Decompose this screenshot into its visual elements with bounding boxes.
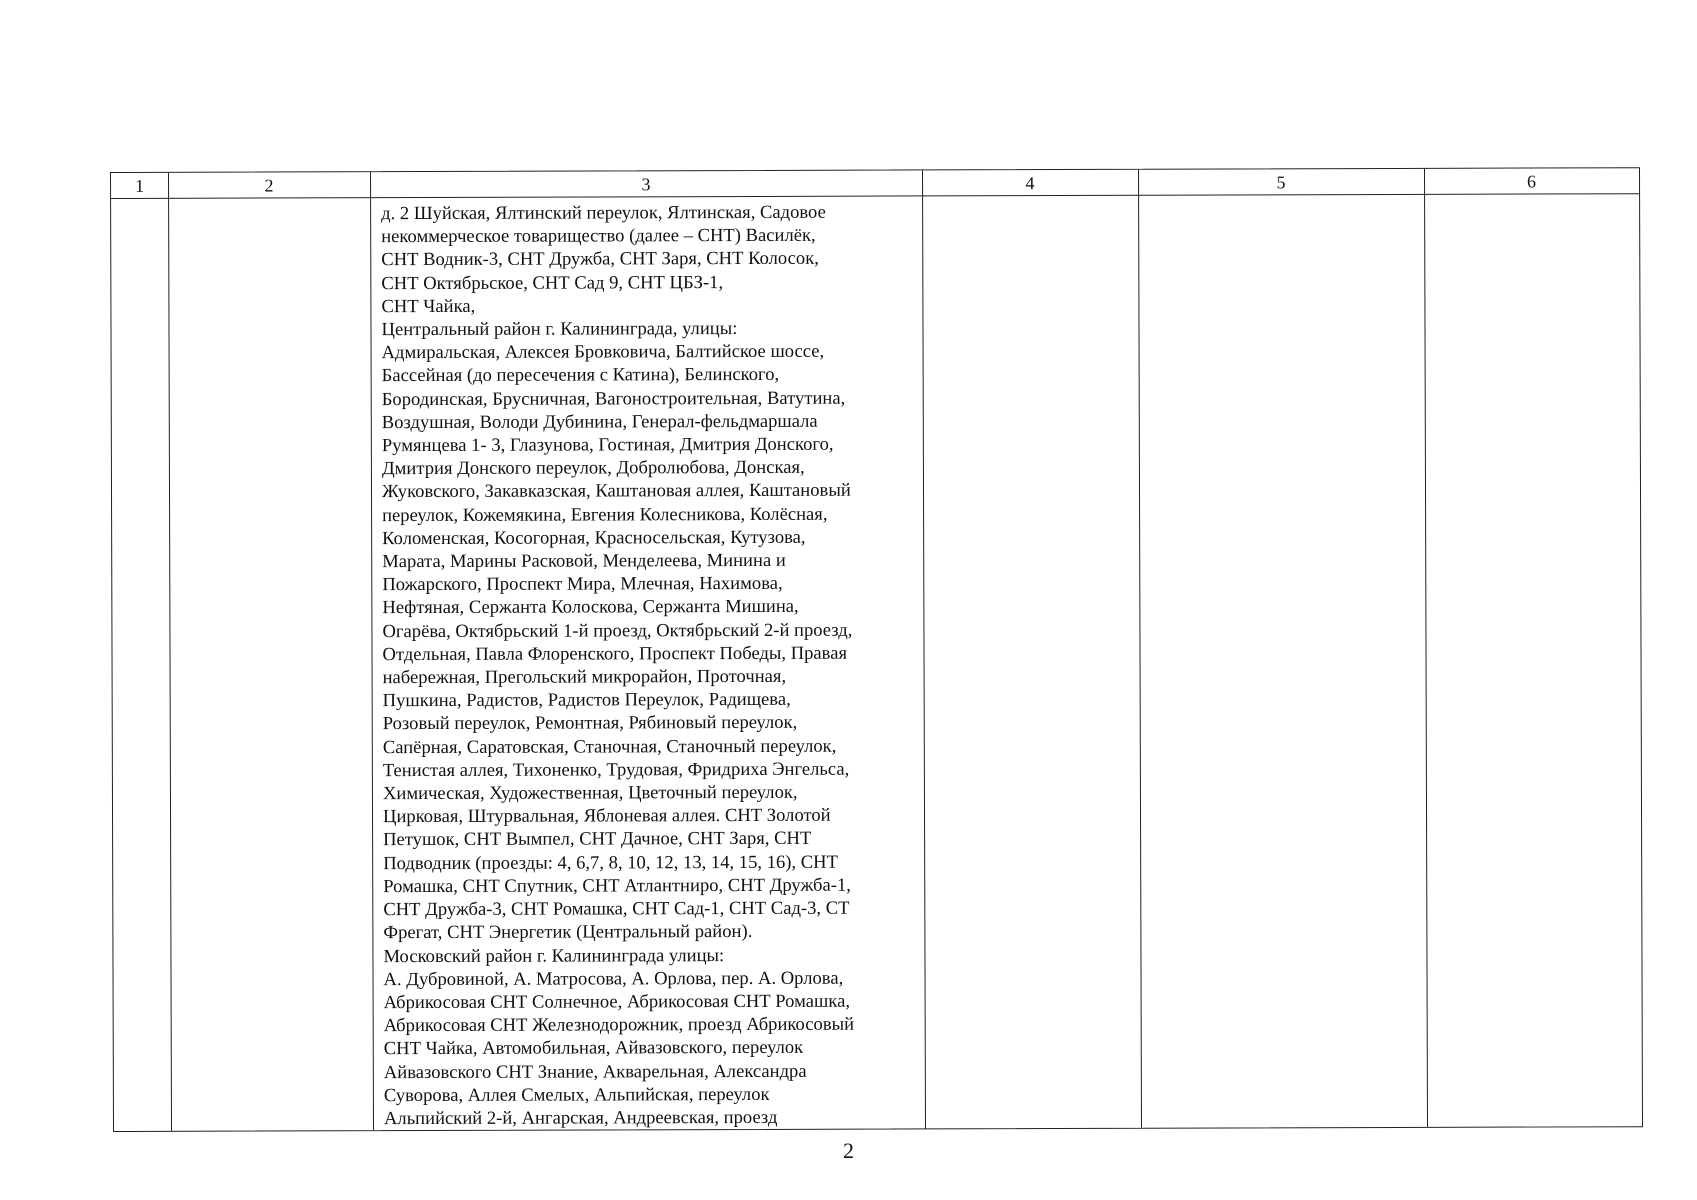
- text-line: Пожарского, Проспект Мира, Млечная, Нахимова,: [382, 573, 783, 596]
- text-line: Адмиральская, Алексея Бровковича, Балтийское шоссе,: [381, 340, 825, 364]
- header-cell-1: 1: [135, 175, 145, 196]
- text-line: Центральный район г. Калининграда, улицы:: [381, 318, 738, 341]
- header-cell-4: 4: [1025, 173, 1035, 194]
- header-cell-6: 6: [1527, 171, 1537, 192]
- text-line: СНТ Дружба-3, СНТ Ромашка, СНТ Сад-1, СНТ Сад-3, СТ: [383, 897, 850, 921]
- header-cell-3: 3: [641, 174, 651, 195]
- text-line: Жуковского, Закавказская, Каштановая аллея, Каштановый: [381, 480, 851, 503]
- text-line: Бородинская, Брусничная, Вагоностроительная, Ватутина,: [381, 387, 846, 410]
- text-line: Огарёва, Октябрьский 1-й проезд, Октябрьский 2-й проезд,: [382, 619, 853, 642]
- text-line: Абрикосовая СНТ Солнечное, Абрикосовая СНТ Ромашка,: [383, 990, 851, 1014]
- page-number: 2: [843, 1138, 854, 1163]
- text-line: Румянцева 1- 3, Глазунова, Гостиная, Дмитрия Донского,: [381, 433, 834, 457]
- text-line: Подводник (проезды: 4, 6,7, 8, 10, 12, 13, 14, 15, 16), СНТ: [383, 851, 838, 874]
- text-line: Коломенская, Косогорная, Красносельская, Кутузова,: [382, 526, 806, 549]
- header-cell-2: 2: [264, 175, 274, 196]
- text-line: Суворова, Аллея Смелых, Альпийская, переулок: [383, 1083, 770, 1106]
- text-line: А. Дубровиной, А. Матросова, А. Орлова, пер. А. Орлова,: [383, 967, 844, 990]
- column-3-text: [381, 201, 854, 1131]
- text-line: Пушкина, Радистов, Радистов Переулок, Радищева,: [382, 689, 791, 712]
- text-line: Бассейная (до пересечения с Катина), Белинского,: [381, 364, 780, 387]
- text-line: Дмитрия Донского переулок, Добролюбова, Донская,: [381, 457, 805, 480]
- text-line: Цирковая, Штурвальная, Яблоневая аллея. СНТ Золотой: [382, 805, 831, 828]
- text-line: Альпийский 2-й, Ангарская, Андреевская, проезд: [383, 1106, 778, 1130]
- text-line: Сапёрная, Саратовская, Станочная, Станочный переулок,: [382, 735, 837, 758]
- text-line: Абрикосовая СНТ Железнодорожник, проезд Абрикосовый: [383, 1013, 855, 1037]
- text-line: СНТ Водник-3, СНТ Дружба, СНТ Заря, СНТ Колосок,: [381, 248, 819, 271]
- text-line: Петушок, СНТ Вымпел, СНТ Дачное, СНТ Заря, СНТ: [383, 828, 812, 851]
- text-line: набережная, Прегольский микрорайон, Проточная,: [382, 665, 787, 689]
- column-5: [1138, 169, 1427, 1128]
- text-line: д. 2 Шуйская, Ялтинский переулок, Ялтинская, Садовое: [381, 201, 826, 225]
- text-line: переулок, Кожемякина, Евгения Колесникова, Колёсная,: [382, 503, 828, 526]
- text-line: СНТ Октябрьское, СНТ Сад 9, СНТ ЦБЗ-1,: [381, 271, 724, 294]
- text-line: СНТ Чайка,: [381, 295, 476, 317]
- text-line: Химическая, Художественная, Цветочный переулок,: [382, 781, 798, 805]
- text-line: Фрегат, СНТ Энергетик (Центральный район).: [383, 921, 753, 944]
- text-line: Марата, Марины Расковой, Менделеева, Минина и: [382, 549, 786, 573]
- column-2: [168, 172, 373, 1131]
- column-4: [922, 170, 1141, 1129]
- column-6: [1424, 168, 1642, 1127]
- text-line: Тенистая аллея, Тихоненко, Трудовая, Фридриха Энгельса,: [382, 758, 850, 782]
- text-line: Отдельная, Павла Флоренского, Проспект Победы, Правая: [382, 642, 848, 666]
- text-line: Айвазовского СНТ Знание, Акварельная, Александра: [383, 1060, 807, 1083]
- header-cell-5: 5: [1276, 172, 1286, 193]
- text-line: Воздушная, Володи Дубинина, Генерал-фельдмаршала: [381, 410, 818, 433]
- text-line: Нефтяная, Сержанта Колоскова, Сержанта Мишина,: [382, 596, 799, 619]
- text-line: СНТ Чайка, Автомобильная, Айвазовского, переулок: [383, 1037, 804, 1060]
- text-line: Ромашка, СНТ Спутник, СНТ Атлантниро, СНТ Дружба-1,: [383, 874, 851, 898]
- text-line: Розовый переулок, Ремонтная, Рябиновый переулок,: [382, 712, 798, 735]
- column-1: [111, 173, 171, 1131]
- text-line: некоммерческое товарищество (далее – СНТ) Василёк,: [381, 224, 816, 248]
- text-line: Московский район г. Калининграда улицы:: [383, 944, 725, 967]
- data-table: [110, 167, 1643, 1132]
